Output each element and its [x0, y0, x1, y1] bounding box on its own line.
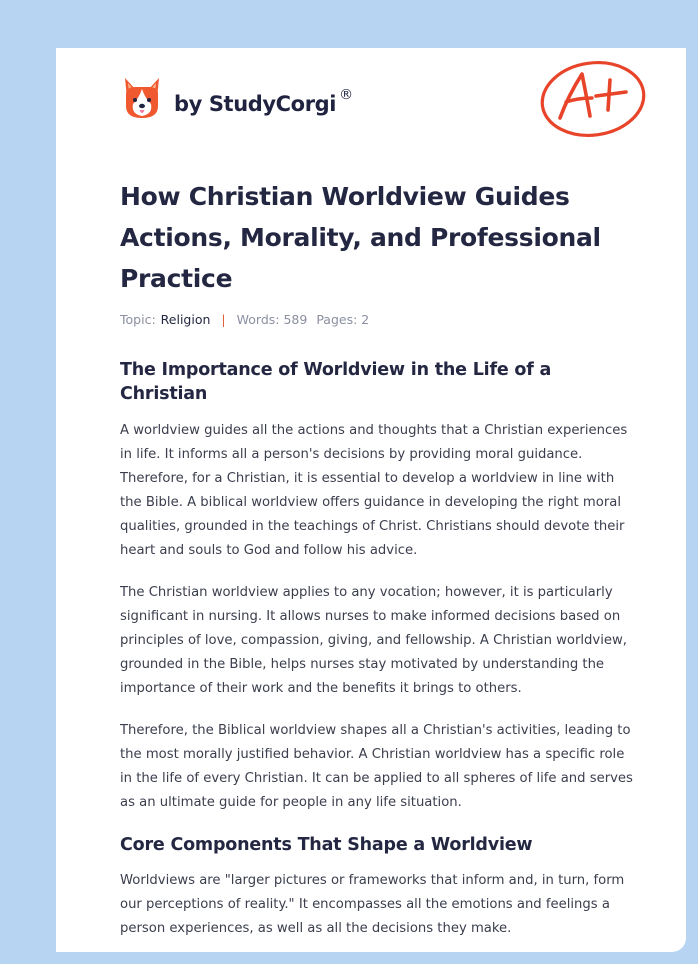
corgi-icon	[122, 76, 162, 120]
section-heading: Core Components That Shape a Worldview	[120, 835, 533, 855]
paragraph: Worldviews are "larger pictures or frameworks that inform and, in turn, form our perceptions of reality." It encompasses all the emotions and feelings a person experiences, as well as all the decisions they make.	[120, 873, 625, 936]
topic-label: Topic:	[120, 312, 156, 327]
brand-name: by StudyCorgi ®	[174, 87, 353, 116]
page-count: Pages: 2	[316, 312, 370, 327]
section-heading: The Importance of Worldview in the Life of a Christian	[120, 360, 552, 404]
studycorgi-logo[interactable]	[122, 76, 353, 120]
section-importance-of-worldview	[120, 358, 636, 815]
word-count: Words: 589	[236, 312, 308, 327]
a-plus-grade-icon	[538, 58, 648, 140]
paragraph: A worldview guides all the actions and thoughts that a Christian experiences in life. It informs all a person's decisions by providing moral guidance. Therefore, for a Christian, it is essential to develop a worldview in line with the Bible. A biblical worldview offers guidance in developing the right moral qualities, grounded in the teachings of Christ. Christians should devote their heart and souls to God and follow his advice.	[120, 423, 628, 558]
paragraph: Therefore, the Biblical worldview shapes all a Christian's activities, leading to the most morally justified behavior. A Christian worldview has a specific role in the life of every Christian. It can be applied to all spheres of life and serves as an ultimate guide for people in any life situation.	[120, 723, 633, 810]
meta-separator: |	[221, 312, 226, 327]
article-title: How Christian Worldview Guides Actions, Morality, and Professional Practice	[120, 182, 601, 293]
document-page	[56, 48, 686, 952]
paragraph: The Christian worldview applies to any vocation; however, it is particularly significant in nursing. It allows nurses to make informed decisions based on principles of love, compassion, giving, and fellowship. A Christian worldview, grounded in the Bible, helps nurses stay motivated by understanding the importance of their work and the benefits it brings to others.	[120, 585, 627, 696]
topic-link[interactable]: Religion	[160, 312, 211, 327]
article-meta	[120, 312, 636, 327]
section-core-components	[120, 833, 636, 941]
registered-mark: ®	[339, 87, 353, 103]
article	[120, 176, 636, 941]
